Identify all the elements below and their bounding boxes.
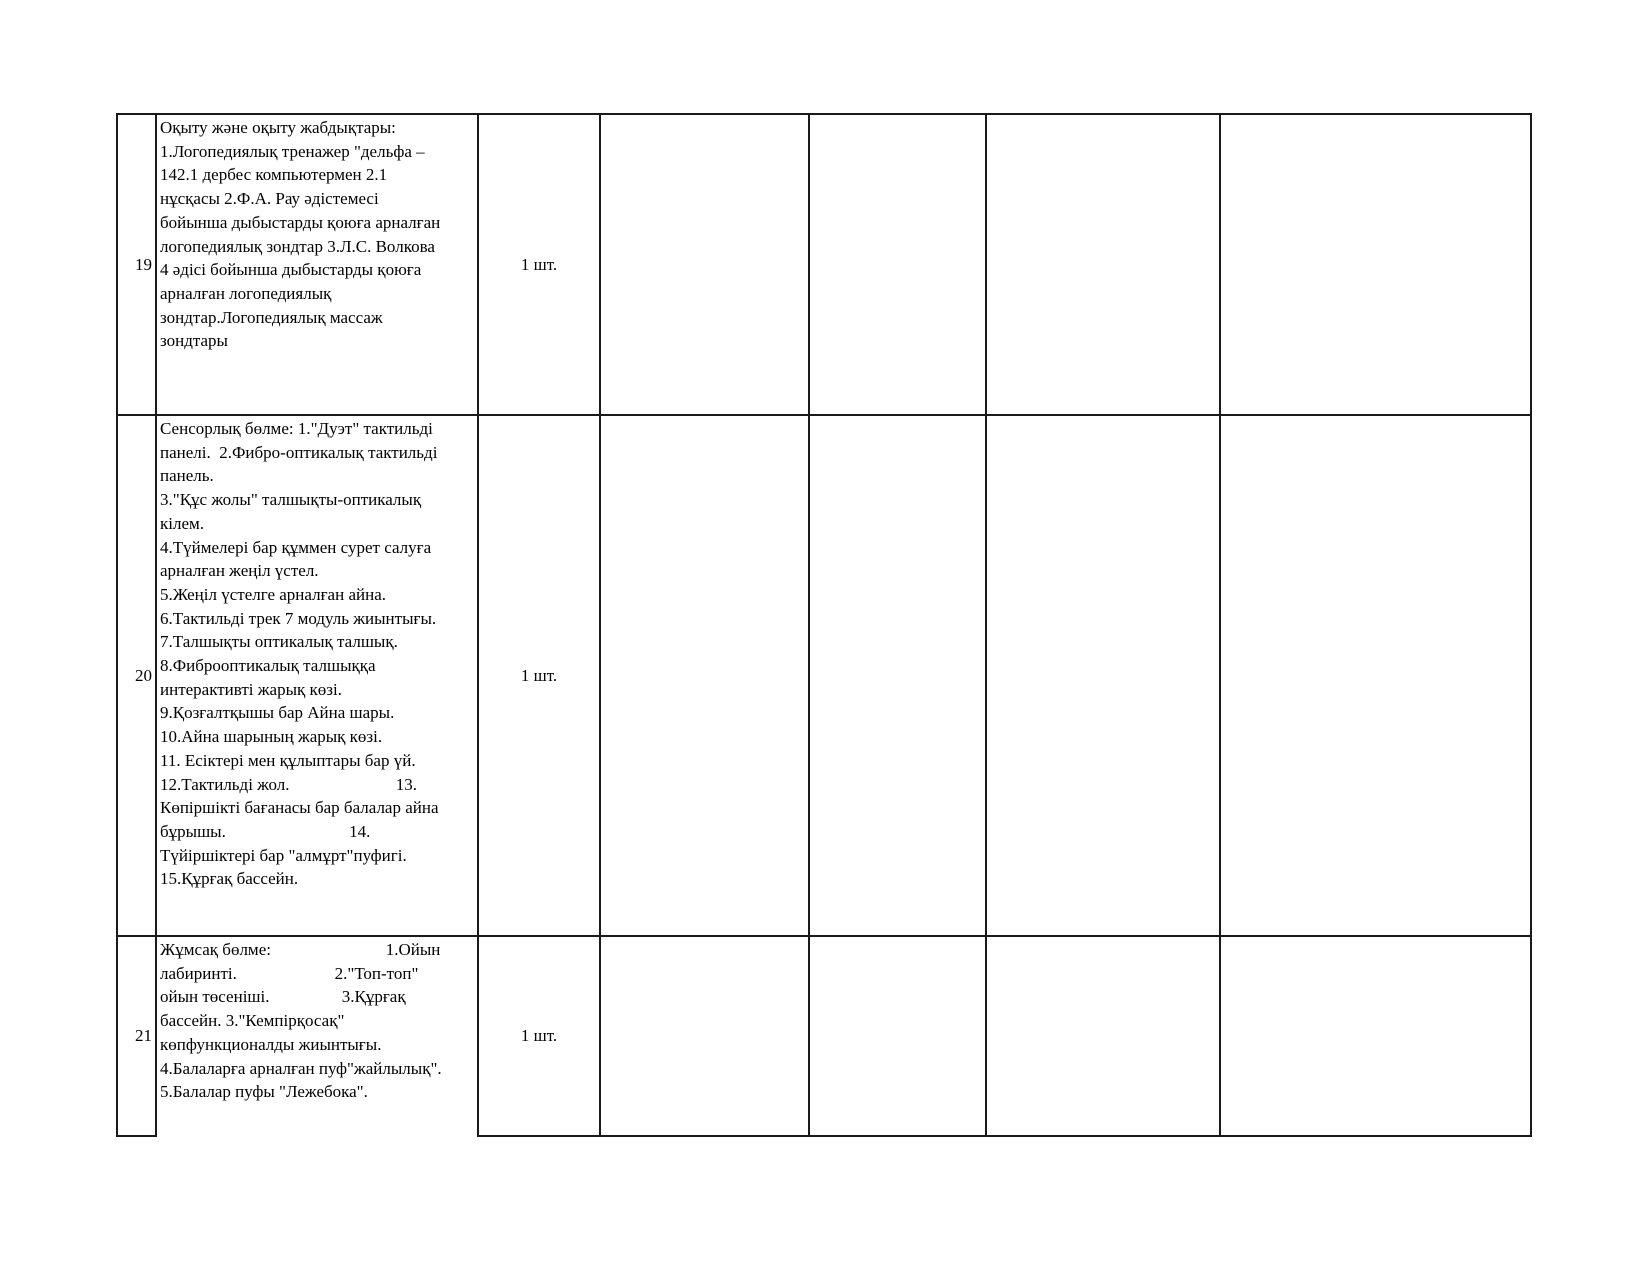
empty-cell: [600, 936, 809, 1136]
empty-cell: [809, 114, 986, 415]
quantity-cell: 1 шт.: [478, 114, 600, 415]
empty-cell: [809, 415, 986, 936]
equipment-table: [116, 113, 1532, 1137]
empty-cell: [986, 415, 1220, 936]
quantity-cell: 1 шт.: [478, 936, 600, 1136]
empty-cell: [600, 415, 809, 936]
table-row: [117, 936, 1531, 1136]
quantity-cell: 1 шт.: [478, 415, 600, 936]
table-row: [117, 114, 1531, 415]
row-number-cell: 21: [117, 936, 156, 1136]
table-row: [117, 415, 1531, 936]
row-number-cell: 19: [117, 114, 156, 415]
empty-cell: [809, 936, 986, 1136]
empty-cell: [986, 936, 1220, 1136]
empty-cell: [600, 114, 809, 415]
empty-cell: [1220, 114, 1531, 415]
description-cell: Оқыту және оқыту жабдықтары: 1.Логопедиялық тренажер "дельфа – 142.1 дербес компьютермен 2.1 нұсқасы 2.Ф.А. Рау әдістемесі бойынша дыбыстарды қоюға арналған логопедиялық зондтар 3.Л.С. Волкова 4 әдісі бойынша дыбыстарды қоюға арналған логопедиялық зондтар.Логопедиялық массаж зондтары: [156, 114, 478, 415]
description-cell: Сенсорлық бөлме: 1."Дуэт" тактильді панелі. 2.Фибро-оптикалық тактильді панель. 3."Құс жолы" талшықты-оптикалық кілем. 4.Түймелері бар құммен сурет салуға арналған жеңіл үстел. 5.Жеңіл үстелге арналған айна. 6.Тактильді трек 7 модуль жиынтығы. 7.Талшықты оптикалық талшық. 8.Фиброоптикалық талшыққа интерактивті жарық көзі. 9.Қозғалтқышы бар Айна шары. 10.Айна шарының жарық көзі. 11. Есіктері мен құлыптары бар үй. 12.Тактильді жол. 13. Көпіршікті бағанасы бар балалар айна бұрышы. 14. Түйіршіктері бар "алмұрт"пуфигі. 15.Құрғақ бассейн.: [156, 415, 478, 936]
row-number-cell: 20: [117, 415, 156, 936]
description-cell: Жұмсақ бөлме: 1.Ойын лабиринті. 2."Топ-топ" ойын төсеніші. 3.Құрғақ бассейн. 3."Кемпірқосақ" көпфункционалды жиынтығы. 4.Балаларға арналған пуф"жайлылық". 5.Балалар пуфы "Лежебока".: [156, 936, 478, 1136]
empty-cell: [986, 114, 1220, 415]
empty-cell: [1220, 415, 1531, 936]
empty-cell: [1220, 936, 1531, 1136]
